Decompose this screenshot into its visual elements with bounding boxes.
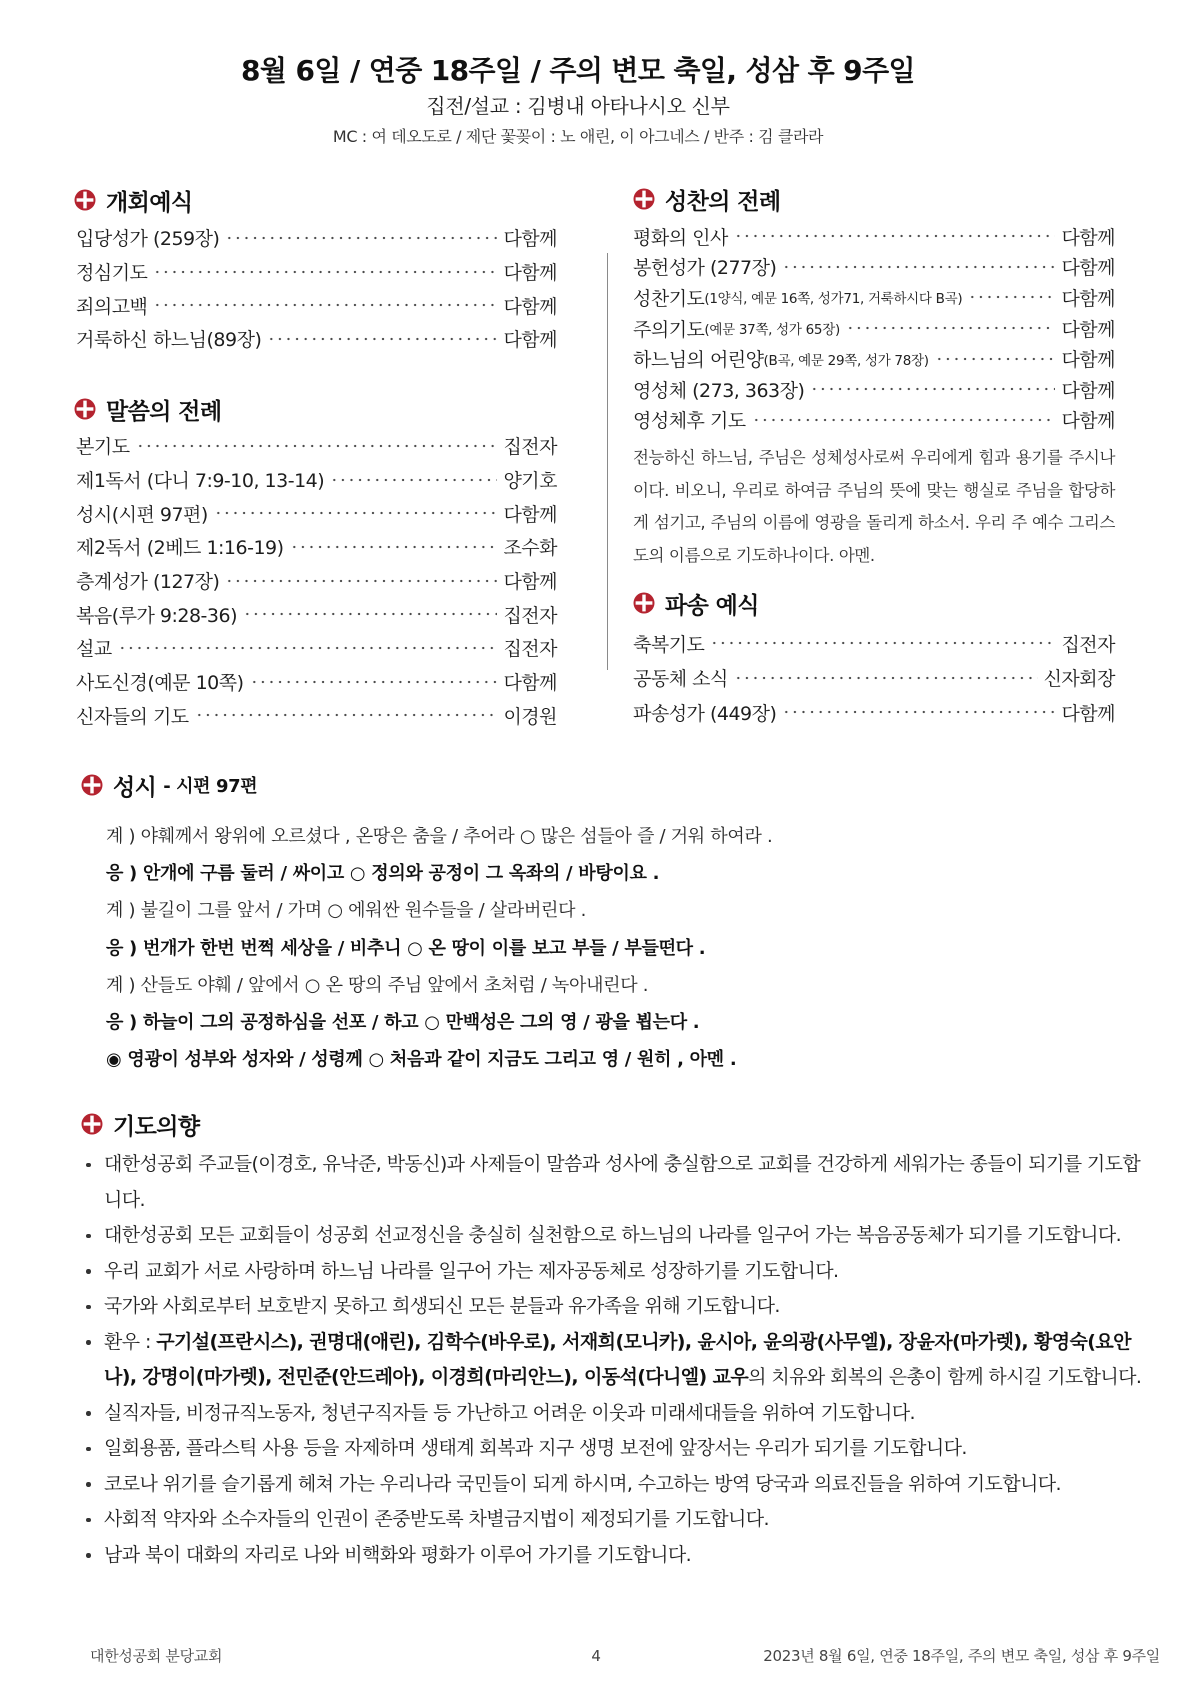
- cross-icon: [74, 398, 96, 420]
- intention-text: 사회적 약자와 소수자들의 인권이 존중받도록 차별금지법이 제정되기를 기도합니다.: [104, 1508, 769, 1530]
- cross-icon: [74, 189, 96, 211]
- section-title: 개회예식: [106, 189, 193, 216]
- psalm-verse-line: 응 ) 하늘이 그의 공정하심을 선포 / 하고 ○ 만백성은 그의 영 / 광을 뵙는다 .: [106, 1012, 700, 1034]
- dot-leader: [267, 333, 497, 345]
- ministers-line: MC : 여 데오도로 / 제단 꽃꽂이 : 노 애린, 이 아그네스 / 반주 : 김 클라라: [332, 127, 824, 146]
- cross-icon: [81, 1113, 103, 1135]
- liturgy-row: [76, 564, 557, 598]
- liturgy-item-responder: 집전자: [503, 604, 557, 627]
- bullet-icon: [86, 1518, 91, 1523]
- footer-parish: 대한성공회 분당교회: [90, 1647, 223, 1665]
- liturgy-row: [76, 530, 557, 564]
- liturgy-row: [76, 597, 557, 631]
- bullet-icon: [86, 1305, 91, 1310]
- intention-item: [84, 1254, 1145, 1290]
- liturgy-item-label: 거룩하신 하느님(89장): [76, 329, 262, 352]
- liturgy-item-responder: 다함께: [503, 228, 557, 251]
- dot-leader: [225, 575, 497, 587]
- liturgy-row: [633, 282, 1115, 313]
- liturgy-item-responder: 다함께: [1061, 318, 1115, 341]
- page-title: 8월 6일 / 연중 18주일 / 주의 변모 축일, 성삼 후 9주일: [241, 54, 915, 87]
- liturgy-item-responder: 다함께: [1061, 257, 1115, 280]
- liturgy-row: [76, 699, 557, 733]
- psalm-verse-line: 응 ) 번개가 한번 번쩍 세상을 / 비추니 ○ 온 땅이 이를 보고 부들 / 부들떤다 .: [106, 937, 706, 959]
- liturgy-row: [633, 374, 1115, 405]
- liturgy-item-responder: 다함께: [1061, 379, 1115, 402]
- liturgy-item-label: 성시(시편 97편): [76, 503, 208, 526]
- liturgy-row: [76, 631, 557, 665]
- liturgy-item-label: 주의기도: [633, 318, 705, 341]
- column-divider: [607, 253, 608, 670]
- liturgy-item-responder: 다함께: [1061, 226, 1115, 249]
- liturgy-row: [76, 665, 557, 699]
- liturgy-item-responder: 다함께: [503, 571, 557, 594]
- dot-leader: [118, 642, 498, 654]
- section-title: 기도의향: [113, 1113, 200, 1140]
- bullet-icon: [86, 1340, 91, 1345]
- liturgy-row: [76, 429, 557, 463]
- liturgy-row: [76, 221, 557, 255]
- liturgy-row: [633, 661, 1115, 696]
- psalm-verse-line: 응 ) 안개에 구름 둘러 / 싸이고 ○ 정의와 공정이 그 옥좌의 / 바탕이요 .: [106, 863, 660, 885]
- intention-item: [84, 1289, 1145, 1325]
- dot-leader: [290, 541, 498, 553]
- dot-leader: [734, 230, 1056, 242]
- cross-icon: [633, 592, 655, 614]
- dot-leader: [846, 322, 1056, 334]
- section-title: 파송 예식: [665, 592, 759, 619]
- liturgy-item-note: (B곡, 예문 29쪽, 성가 78장): [763, 352, 929, 369]
- dot-leader: [214, 507, 498, 519]
- liturgy-item-label: 영성체후 기도: [633, 410, 746, 433]
- section-title: 성찬의 전례: [665, 188, 781, 215]
- intention-text: 환우 :: [104, 1330, 157, 1353]
- page-number: 4: [591, 1647, 601, 1665]
- dismissal-heading: [633, 586, 759, 620]
- bullet-icon: [86, 1269, 91, 1274]
- dot-leader: [330, 474, 497, 486]
- dot-leader: [136, 440, 498, 452]
- dot-leader: [153, 266, 497, 278]
- intention-item: [84, 1147, 1145, 1218]
- liturgy-row: [633, 252, 1115, 283]
- liturgy-item-label: 복음(루가 9:28-36): [76, 604, 237, 627]
- dot-leader: [710, 637, 1055, 649]
- intention-item: [84, 1396, 1145, 1432]
- intention-text: 실직자들, 비정규직노동자, 청년구직자들 등 가난하고 어려운 이웃과 미래세대들을 위하여 기도합니다.: [104, 1401, 915, 1424]
- psalm-verse-line: 계 ) 야훼께서 왕위에 오르셨다 , 온땅은 춤을 / 추어라 ○ 많은 섬들아 즐 / 거워 하여라 .: [106, 826, 773, 847]
- intention-item: [84, 1325, 1145, 1396]
- cross-icon: [81, 774, 103, 796]
- intention-text: 의 치유와 회복의 은총이 함께 하시길 기도합니다.: [748, 1366, 1142, 1388]
- liturgy-row: [633, 343, 1115, 374]
- intention-text: 남과 북이 대화의 자리로 나와 비핵화와 평화가 이루어 가기를 기도합니다.: [104, 1543, 692, 1566]
- dot-leader: [782, 261, 1055, 273]
- liturgy-item-responder: 집전자: [503, 638, 557, 661]
- liturgy-item-responder: 집전자: [1061, 633, 1115, 656]
- dismissal-list: [633, 626, 1115, 730]
- psalm-heading: [81, 768, 257, 802]
- intention-item: [84, 1538, 1145, 1574]
- post-communion-prayer: 전능하신 하느님, 주님은 성체성사로써 우리에게 힘과 용기를 주시나이다. 비오니, 우리로 하여금 주님의 뜻에 맞는 행실로 주님을 합당하게 섬기고, 주님의 이름에 영광을 돌리게 하소서. 우리 주 예수 그리스도의 이름으로 기도하나이다. 아멘.: [633, 448, 1115, 566]
- eucharist-list: [633, 221, 1115, 435]
- intention-item: [84, 1218, 1145, 1254]
- liturgy-row: [633, 695, 1115, 730]
- opening-rites-list: [76, 221, 557, 356]
- liturgy-item-note: (1양식, 예문 16쪽, 성가71, 거룩하시다 B곡): [704, 291, 963, 308]
- eucharist-heading: [633, 182, 781, 216]
- dot-leader: [250, 676, 498, 688]
- intentions-heading: [81, 1107, 199, 1141]
- liturgy-item-label: 하느님의 어린양: [633, 349, 764, 372]
- liturgy-item-label: 봉헌성가 (277장): [633, 257, 777, 280]
- section-subtitle: - 시편 97편: [163, 776, 258, 797]
- liturgy-row: [76, 463, 557, 497]
- liturgy-row: [633, 405, 1115, 436]
- liturgy-row: [633, 313, 1115, 344]
- liturgy-row: [76, 255, 557, 289]
- intention-emphasis: 구기설(프란시스), 권명대(애린), 김학수(바우로), 서재희(모니카), 윤시아, 윤의광(사무엘), 장윤자(마가렛), 황영숙(요안나), 강명이(마가렛), 전민준(안드레아), 이경희(마리안느), 이동석(다니엘) 교우: [104, 1330, 1131, 1388]
- dot-leader: [195, 709, 498, 721]
- dot-leader: [752, 414, 1056, 426]
- liturgy-item-responder: 양기호: [503, 470, 557, 493]
- liturgy-item-label: 제1독서 (다니 7:9-10, 13-14): [76, 470, 325, 493]
- dot-leader: [243, 608, 497, 620]
- bullet-icon: [86, 1234, 91, 1239]
- dot-leader: [734, 672, 1038, 684]
- liturgy-item-label: 죄의고백: [76, 295, 148, 318]
- liturgy-item-note: (예문 37쪽, 성가 65장): [704, 322, 840, 339]
- dot-leader: [782, 706, 1055, 718]
- liturgy-item-label: 정심기도: [76, 262, 148, 285]
- liturgy-item-responder: 신자회장: [1043, 668, 1115, 691]
- dot-leader: [153, 299, 497, 311]
- liturgy-item-responder: 다함께: [503, 503, 557, 526]
- liturgy-item-label: 축복기도: [633, 633, 705, 656]
- cross-icon: [633, 188, 655, 210]
- liturgy-item-responder: 다함께: [1061, 287, 1115, 310]
- bullet-icon: [86, 1163, 91, 1168]
- intention-text: 코로나 위기를 슬기롭게 헤쳐 가는 우리나라 국민들이 되게 하시며, 수고하는 방역 당국과 의료진들을 위하여 기도합니다.: [104, 1472, 1061, 1495]
- bulletin-header: [0, 52, 1156, 152]
- section-title: 말씀의 전례: [106, 398, 222, 425]
- liturgy-item-label: 제2독서 (2베드 1:16-19): [76, 537, 284, 560]
- liturgy-item-responder: 다함께: [1061, 349, 1115, 372]
- liturgy-item-label: 평화의 인사: [633, 226, 728, 249]
- bullet-icon: [86, 1411, 91, 1416]
- liturgy-row: [76, 322, 557, 356]
- liturgy-item-responder: 조수화: [503, 537, 557, 560]
- opening-rites-heading: [74, 183, 192, 217]
- liturgy-item-label: 입당성가 (259장): [76, 228, 220, 251]
- psalm-verse-line: 계 ) 불길이 그를 앞서 / 가며 ○ 에워싼 원수들을 / 살라버린다 .: [106, 900, 587, 922]
- intention-text: 우리 교회가 서로 사랑하며 하느님 나라를 일구어 가는 제자공동체로 성장하기를 기도합니다.: [104, 1259, 839, 1282]
- intention-item: [84, 1467, 1145, 1503]
- intention-text: 대한성공회 모든 교회들이 성공회 선교정신을 충실히 실천함으로 하느님의 나라를 일구어 가는 복음공동체가 되기를 기도합니다.: [104, 1224, 1122, 1246]
- liturgy-row: [633, 221, 1115, 252]
- liturgy-item-responder: 다함께: [503, 329, 557, 352]
- dot-leader: [968, 291, 1055, 303]
- bullet-icon: [86, 1447, 91, 1452]
- liturgy-item-label: 사도신경(예문 10쪽): [76, 672, 244, 695]
- liturgy-item-label: 설교: [76, 638, 112, 661]
- liturgy-item-label: 영성체 (273, 363장): [633, 379, 805, 402]
- bullet-icon: [86, 1482, 91, 1487]
- intentions-list: [84, 1147, 1145, 1573]
- celebrant-line: 집전/설교 : 김병내 아타나시오 신부: [426, 94, 730, 118]
- liturgy-item-label: 파송성가 (449장): [633, 702, 777, 725]
- intention-text: 국가와 사회로부터 보호받지 못하고 희생되신 모든 분들과 유가족을 위해 기도합니다.: [104, 1295, 780, 1317]
- liturgy-item-responder: 다함께: [1061, 410, 1115, 433]
- liturgy-row: [633, 626, 1115, 661]
- psalm-verses: [106, 818, 1146, 1078]
- liturgy-item-responder: 다함께: [503, 672, 557, 695]
- liturgy-item-label: 층계성가 (127장): [76, 571, 220, 594]
- liturgy-of-word-list: [76, 429, 557, 732]
- liturgy-item-responder: 다함께: [503, 295, 557, 318]
- psalm-verse-line: ◉ 영광이 성부와 성자와 / 성령께 ○ 처음과 같이 지금도 그리고 영 / 원히 , 아멘 .: [106, 1049, 737, 1071]
- bullet-icon: [86, 1553, 91, 1558]
- liturgy-item-label: 신자들의 기도: [76, 705, 189, 728]
- footer-date: 2023년 8월 6일, 연중 18주일, 주의 변모 축일, 성삼 후 9주일: [763, 1647, 1160, 1665]
- liturgy-item-responder: 집전자: [503, 436, 557, 459]
- liturgy-item-responder: 다함께: [503, 262, 557, 285]
- liturgy-item-label: 공동체 소식: [633, 668, 728, 691]
- dot-leader: [810, 383, 1055, 395]
- liturgy-item-responder: 이경원: [503, 705, 557, 728]
- section-title: 성시: [113, 774, 157, 801]
- intention-text: 대한성공회 주교들(이경호, 유낙준, 박동신)과 사제들이 말씀과 성사에 충실함으로 교회를 건강하게 세워가는 종들이 되기를 기도합니다.: [104, 1153, 1141, 1211]
- liturgy-row: [76, 288, 557, 322]
- intention-text: 일회용품, 플라스틱 사용 등을 자제하며 생태계 회복과 지구 생명 보전에 앞장서는 우리가 되기를 기도합니다.: [104, 1437, 967, 1459]
- liturgy-item-responder: 다함께: [1061, 702, 1115, 725]
- liturgy-item-label: 성찬기도: [633, 287, 705, 310]
- psalm-verse-line: 계 ) 산들도 야훼 / 앞에서 ○ 온 땅의 주님 앞에서 초처럼 / 녹아내린다 .: [106, 974, 649, 996]
- intention-item: [84, 1431, 1145, 1467]
- liturgy-of-word-heading: [74, 392, 222, 426]
- intention-item: [84, 1502, 1145, 1538]
- dot-leader: [935, 353, 1056, 365]
- dot-leader: [225, 232, 497, 244]
- liturgy-row: [76, 496, 557, 530]
- liturgy-item-label: 본기도: [76, 436, 130, 459]
